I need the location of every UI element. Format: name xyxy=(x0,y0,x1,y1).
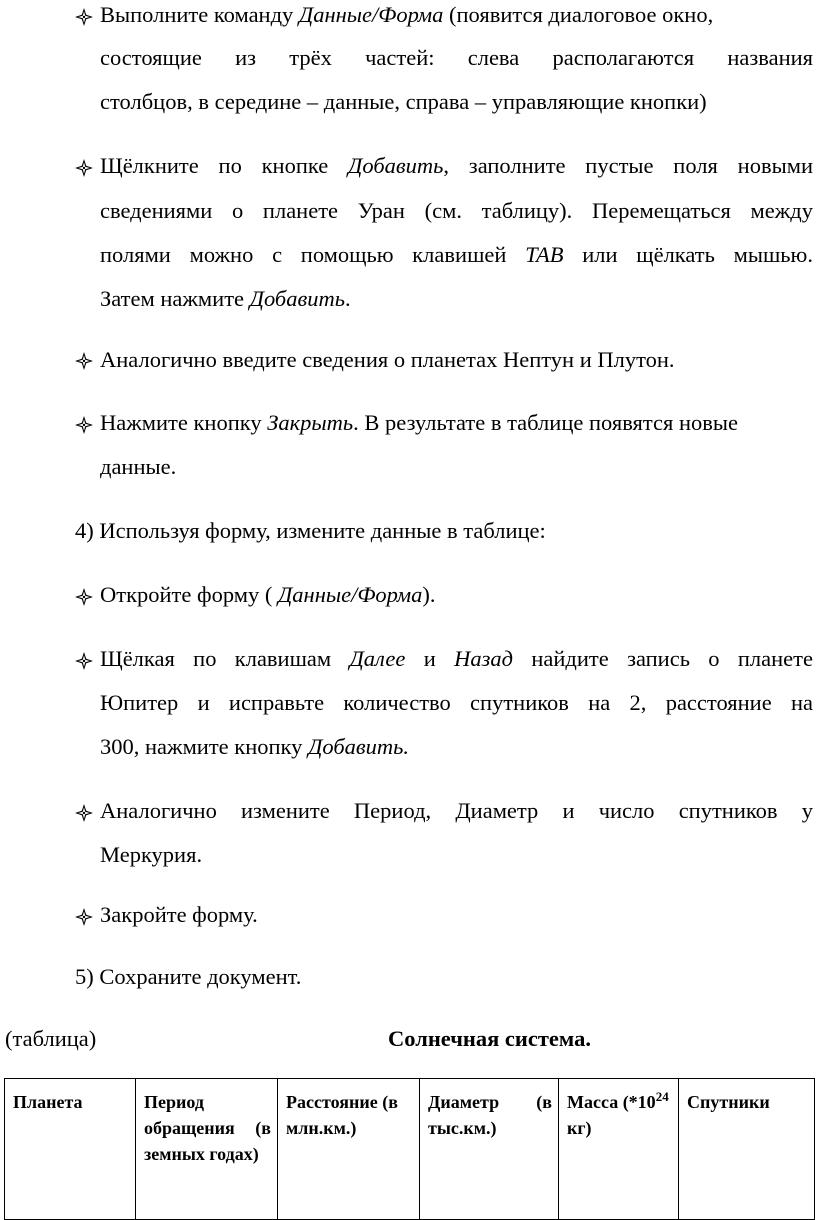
bullet-1-line-2: состоящие из трёх частей: слева располагаются названия xyxy=(100,45,813,70)
solar-system-table xyxy=(4,1078,815,1220)
header-cell-mass: Масса ($*10^{24}$ кг) xyxy=(559,1079,679,1220)
header-cell-satellites: Спутники xyxy=(679,1079,815,1220)
diamond-bullet-icon xyxy=(75,352,93,370)
diamond-bullet-icon xyxy=(75,804,93,822)
bullet-2-line-2: сведениями о планете Уран (см. таблицу). Перемещаться между xyxy=(100,198,813,223)
bullet-6-line-3: 300, нажмите кнопку Добавить. xyxy=(100,734,410,759)
bullet-2-line-3: полями можно с помощью клавишей TAB или щёлкать мышью. xyxy=(100,242,813,267)
bullet-5-line-1: Откройте форму ( Данные/Форма). xyxy=(100,582,436,607)
bullet-1-line-3: столбцов, в середине – данные, справа – управляющие кнопки) xyxy=(100,89,707,114)
bullet-4-line-1: Нажмите кнопку Закрыть. В результате в таблице появятся новые xyxy=(100,410,738,435)
diamond-bullet-icon xyxy=(75,8,93,26)
bullet-1-line-1: Выполните команду Данные/Форма (появится диалоговое окно, xyxy=(100,2,714,27)
bullet-3-line-1: Аналогично введите сведения о планетах Нептун и Плутон. xyxy=(100,347,675,372)
bullet-8-line-1: Закройте форму. xyxy=(100,902,258,927)
diamond-bullet-icon xyxy=(75,159,93,177)
step-4: 4) Используя форму, измените данные в таблице: xyxy=(75,518,546,543)
header-cell-period: Период обращения (в земных годах) xyxy=(136,1079,278,1220)
diamond-bullet-icon xyxy=(75,908,93,926)
header-cell-planet: Планета xyxy=(5,1079,136,1220)
bullet-7-line-2: Меркурия. xyxy=(100,842,203,867)
bullet-6-line-2: Юпитер и исправьте количество спутников на 2, расстояние на xyxy=(100,690,813,715)
header-cell-distance: Расстояние (в млн.км.) xyxy=(278,1079,420,1220)
bullet-6-line-1: Щёлкая по клавишам Далее и Назад найдите запись о планете xyxy=(100,646,813,671)
bullet-4-line-2: данные. xyxy=(100,454,177,479)
header-cell-diameter: Диаметр (в тыс.км.) xyxy=(420,1079,559,1220)
diamond-bullet-icon xyxy=(75,416,93,434)
step-5: 5) Сохраните документ. xyxy=(75,964,302,989)
bullet-7-line-1: Аналогично измените Период, Диаметр и число спутников у xyxy=(100,798,813,823)
bullet-2-line-4: Затем нажмите Добавить. xyxy=(100,286,351,311)
table-title: Солнечная система. xyxy=(388,1026,591,1051)
table-header-row xyxy=(5,1079,815,1220)
diamond-bullet-icon xyxy=(75,588,93,606)
diamond-bullet-icon xyxy=(75,652,93,670)
bullet-2-line-1: Щёлкните по кнопке Добавить, заполните пустые поля новыми xyxy=(100,153,813,178)
table-label: (таблица) xyxy=(5,1026,97,1051)
